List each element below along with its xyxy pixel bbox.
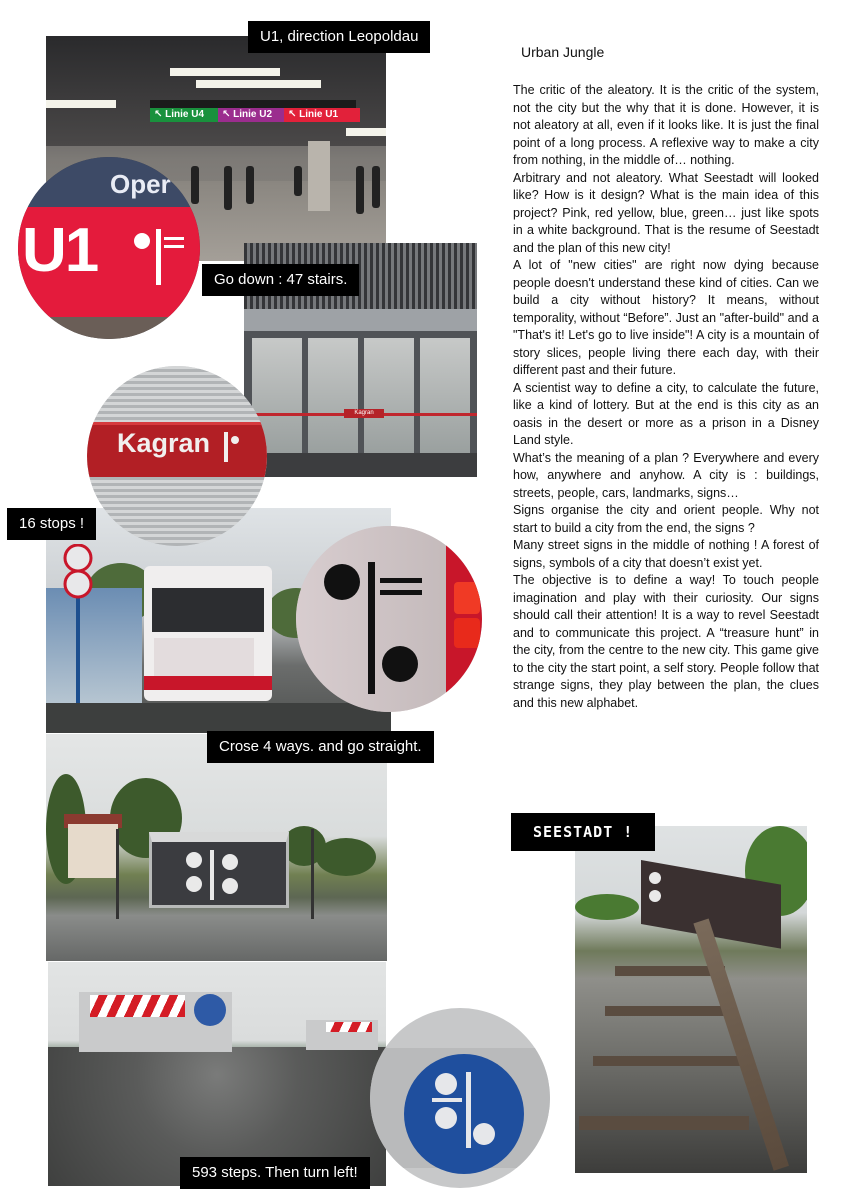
- caption-seestadt: SEESTADT !: [511, 813, 655, 851]
- kagran-sign-text: Kagran: [117, 428, 211, 458]
- article-paragraph: What’s the meaning of a plan ? Everywhere and every how, anywhere and anyhow. A city is : buildings, streets, people, cars, landmarks, signs…: [513, 450, 819, 500]
- sign-bottom: [18, 317, 200, 339]
- chevron-stripes: [326, 1022, 372, 1032]
- bus-rear-window: [152, 588, 264, 632]
- blue-sign-disc: [194, 994, 226, 1026]
- tram-shelter: [149, 832, 289, 908]
- dot-line-symbol-icon: [320, 560, 430, 700]
- rail-sleeper: [593, 1056, 743, 1066]
- sign-linie-u1: ↖ Linie U1: [284, 108, 360, 122]
- article-paragraph: Arbitrary and not aleatory. What Seestadt will looked like? How is it design? What is the main idea of this project? Pink, red yellow, blue, green… just like spots in a white background. That is the resume of Seestadt and the plan of this new city!: [513, 170, 819, 255]
- kagran-symbol-icon: [221, 430, 241, 466]
- sign-linie-u2: ↖ Linie U2: [218, 108, 288, 122]
- caption-direction: U1, direction Leopoldau: [248, 21, 430, 53]
- tree: [316, 838, 376, 876]
- u1-sign-closeup: [18, 157, 200, 339]
- bus-rear-panel: [154, 638, 254, 676]
- road-barrier-photo: [48, 962, 386, 1186]
- bus-vehicle: [144, 566, 272, 701]
- rail-track: [693, 919, 789, 1171]
- u1-sign-text: U1: [22, 216, 98, 285]
- person-silhouette: [294, 166, 302, 196]
- station-pillar: [308, 141, 330, 211]
- person-silhouette: [372, 166, 380, 208]
- caption-go-down: Go down : 47 stairs.: [202, 264, 359, 296]
- article-paragraph: The critic of the aleatory. It is the critic of the system, not the city but the why that it is done. However, it is not aleatory at all, even if it looks like. It is just the final point of a long process. A reflexive way to make a city from nothing, in the middle of… nothing.: [513, 83, 819, 167]
- caption-crose: Crose 4 ways. and go straight.: [207, 731, 434, 763]
- dot-line-symbol-icon: [130, 225, 190, 305]
- bus-sign-closeup: [296, 526, 482, 712]
- train-dot-symbol-icon: [643, 866, 667, 914]
- platform-ground: [244, 453, 477, 477]
- station-window: [420, 338, 470, 453]
- sign-linie-u4: ↖ Linie U4: [150, 108, 222, 122]
- rail-sleeper: [579, 1116, 749, 1130]
- ceiling-light: [170, 68, 280, 76]
- person-silhouette: [246, 166, 254, 204]
- ceiling-light: [46, 100, 116, 108]
- chevron-stripes: [90, 995, 185, 1017]
- kagran-small-sign: Kagran: [344, 409, 384, 418]
- ceiling-light: [346, 128, 386, 136]
- bus-stop-sign-icon: [60, 544, 96, 704]
- tree: [575, 894, 639, 920]
- station-window: [364, 338, 414, 453]
- article-paragraph: A scientist way to define a city, to calculate the future, like a kind of lottery. But at the end is this city as an oasis in the desert or more as a prison in a Disney Land style.: [513, 380, 819, 447]
- station-window: [308, 338, 358, 453]
- article-paragraph: The objective is to define a way! To touch people imagination and play with their curiosity. Our signs should call their attention! It is a way to revel Seestadt and to communicate this project. A “treasure hunt” in the city, from the centre to the new city. This game give to the city the start point, a self story. People follow that strange signs, they play between the plan, the clues and this new alphabet.: [513, 573, 819, 710]
- signal-pole: [116, 829, 119, 919]
- rail-sleeper: [605, 1006, 735, 1016]
- dot-line-symbol-icon: [430, 1068, 500, 1160]
- person-silhouette: [224, 166, 232, 210]
- article-paragraph: Signs organise the city and orient people. Why not start to build a city from the end, the signs ?: [513, 503, 819, 535]
- railway-photo: [575, 826, 807, 1173]
- oper-sign-text: Oper: [110, 169, 171, 199]
- article-body: [513, 82, 819, 712]
- bus-red-band: [144, 676, 272, 690]
- dot-line-symbol-icon: [182, 848, 252, 902]
- caption-stops: 16 stops !: [7, 508, 96, 540]
- person-silhouette: [356, 166, 364, 214]
- blue-sign-closeup: [370, 1008, 550, 1188]
- station-band: [244, 309, 477, 331]
- ceiling-light: [196, 80, 321, 88]
- tail-light: [454, 582, 480, 614]
- kagran-sign-closeup: [87, 366, 267, 546]
- stop-pole: [311, 829, 314, 919]
- tail-light: [454, 618, 480, 648]
- article-paragraph: Many street signs in the middle of nothing ! A forest of signs, symbols of a city that doesn’t exist yet.: [513, 538, 819, 570]
- caption-steps: 593 steps. Then turn left!: [180, 1157, 370, 1189]
- sign-top-panel: [18, 157, 200, 207]
- article-title: Urban Jungle: [521, 44, 605, 60]
- house: [68, 824, 118, 878]
- tram-stop-photo: [46, 734, 387, 961]
- article-paragraph: A lot of "new cities" are right now dying because people doesn't understand these kind of cities. Can we build a city without history? It means, without temporality, without “Before”. Just an "after-build" and a "That's it! Let's go to live inside"! A city is a mountain of story slices, people living there each day, with their different past and their future.: [513, 258, 819, 377]
